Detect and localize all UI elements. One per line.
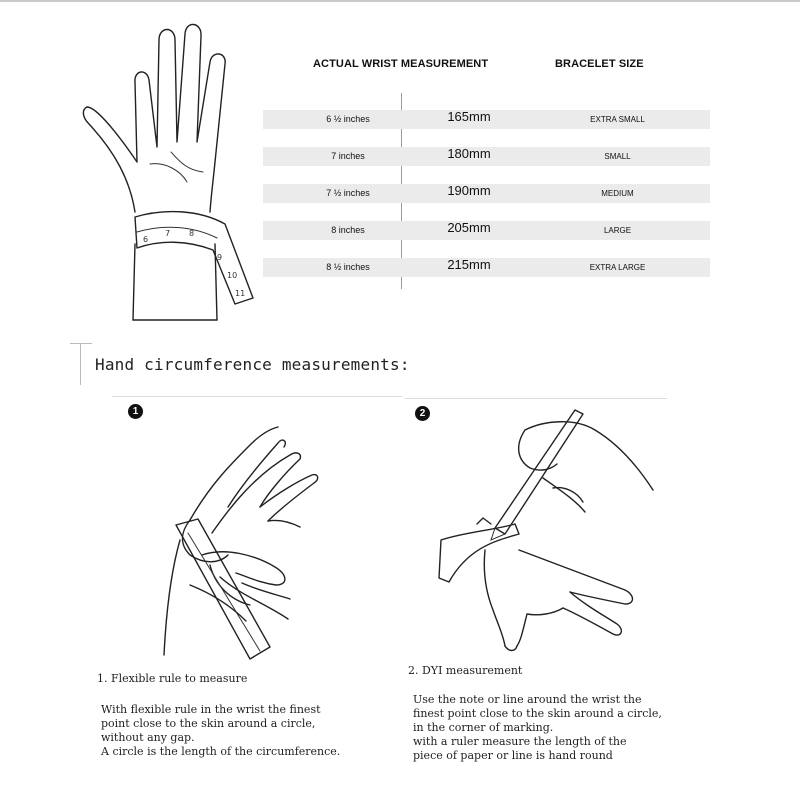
row-size: EXTRA SMALL [590, 115, 645, 124]
step-1-line: point close to the skin around a circle, [101, 717, 316, 730]
row-mm: 190mm [447, 183, 491, 198]
row-inches: 7 inches [331, 151, 365, 161]
step-1-line: With flexible rule in the wrist the finest [101, 703, 321, 716]
row-mm: 165mm [447, 109, 491, 124]
step-2-line: in the corner of marking. [413, 721, 554, 734]
table-row [263, 221, 710, 240]
tape-number: 7 [165, 229, 171, 238]
step-2-description [413, 693, 662, 763]
tape-number: 9 [217, 253, 223, 262]
panel-2-top-border [405, 398, 667, 399]
tape-number: 11 [235, 289, 246, 298]
panel-1-top-border [112, 396, 402, 397]
hand-with-tape-illustration [75, 12, 265, 332]
row-mm: 180mm [447, 146, 491, 161]
row-size: EXTRA LARGE [589, 263, 646, 272]
step-1-badge: 1 [128, 404, 143, 419]
row-inches: 8 ½ inches [326, 262, 370, 272]
step-2-title: 2. DYI measurement [408, 664, 523, 677]
row-mm: 215mm [447, 257, 491, 272]
tape-number-labels [143, 229, 245, 298]
bracelet-size-header: BRACELET SIZE [555, 58, 644, 70]
step-2-illustration [435, 400, 665, 655]
section-corner-mark [80, 343, 81, 385]
step-1-line: without any gap. [101, 731, 195, 744]
step-1-description [101, 703, 340, 759]
step-2-line: Use the note or line around the wrist the [413, 693, 642, 706]
top-rule [0, 0, 800, 2]
row-mm: 205mm [447, 220, 491, 235]
table-row [263, 184, 710, 203]
row-inches: 7 ½ inches [326, 188, 370, 198]
table-row [263, 147, 710, 166]
step-2-line: piece of paper or line is hand round [413, 749, 613, 762]
step-2-badge: 2 [415, 406, 430, 421]
step-1-illustration [150, 415, 320, 665]
row-size: LARGE [603, 226, 632, 235]
row-size: SMALL [604, 152, 631, 161]
row-inches: 8 inches [331, 225, 365, 235]
step-2-line: finest point close to the skin around a circle, [413, 707, 662, 720]
table-row [263, 110, 710, 129]
table-row [263, 258, 710, 277]
row-inches: 6 ½ inches [326, 114, 370, 124]
tape-number: 8 [189, 229, 195, 238]
tape-number: 10 [227, 271, 238, 280]
step-1-line: A circle is the length of the circumference. [101, 745, 341, 758]
step-2-line: with a ruler measure the length of the [413, 735, 627, 748]
row-size: MEDIUM [601, 189, 634, 198]
section-corner-mark [70, 343, 92, 344]
section-title: Hand circumference measurements: [95, 355, 410, 374]
step-1-title: 1. Flexible rule to measure [97, 672, 248, 685]
tape-number: 6 [143, 235, 149, 244]
wrist-measurement-header: ACTUAL WRIST MEASUREMENT [313, 58, 489, 70]
